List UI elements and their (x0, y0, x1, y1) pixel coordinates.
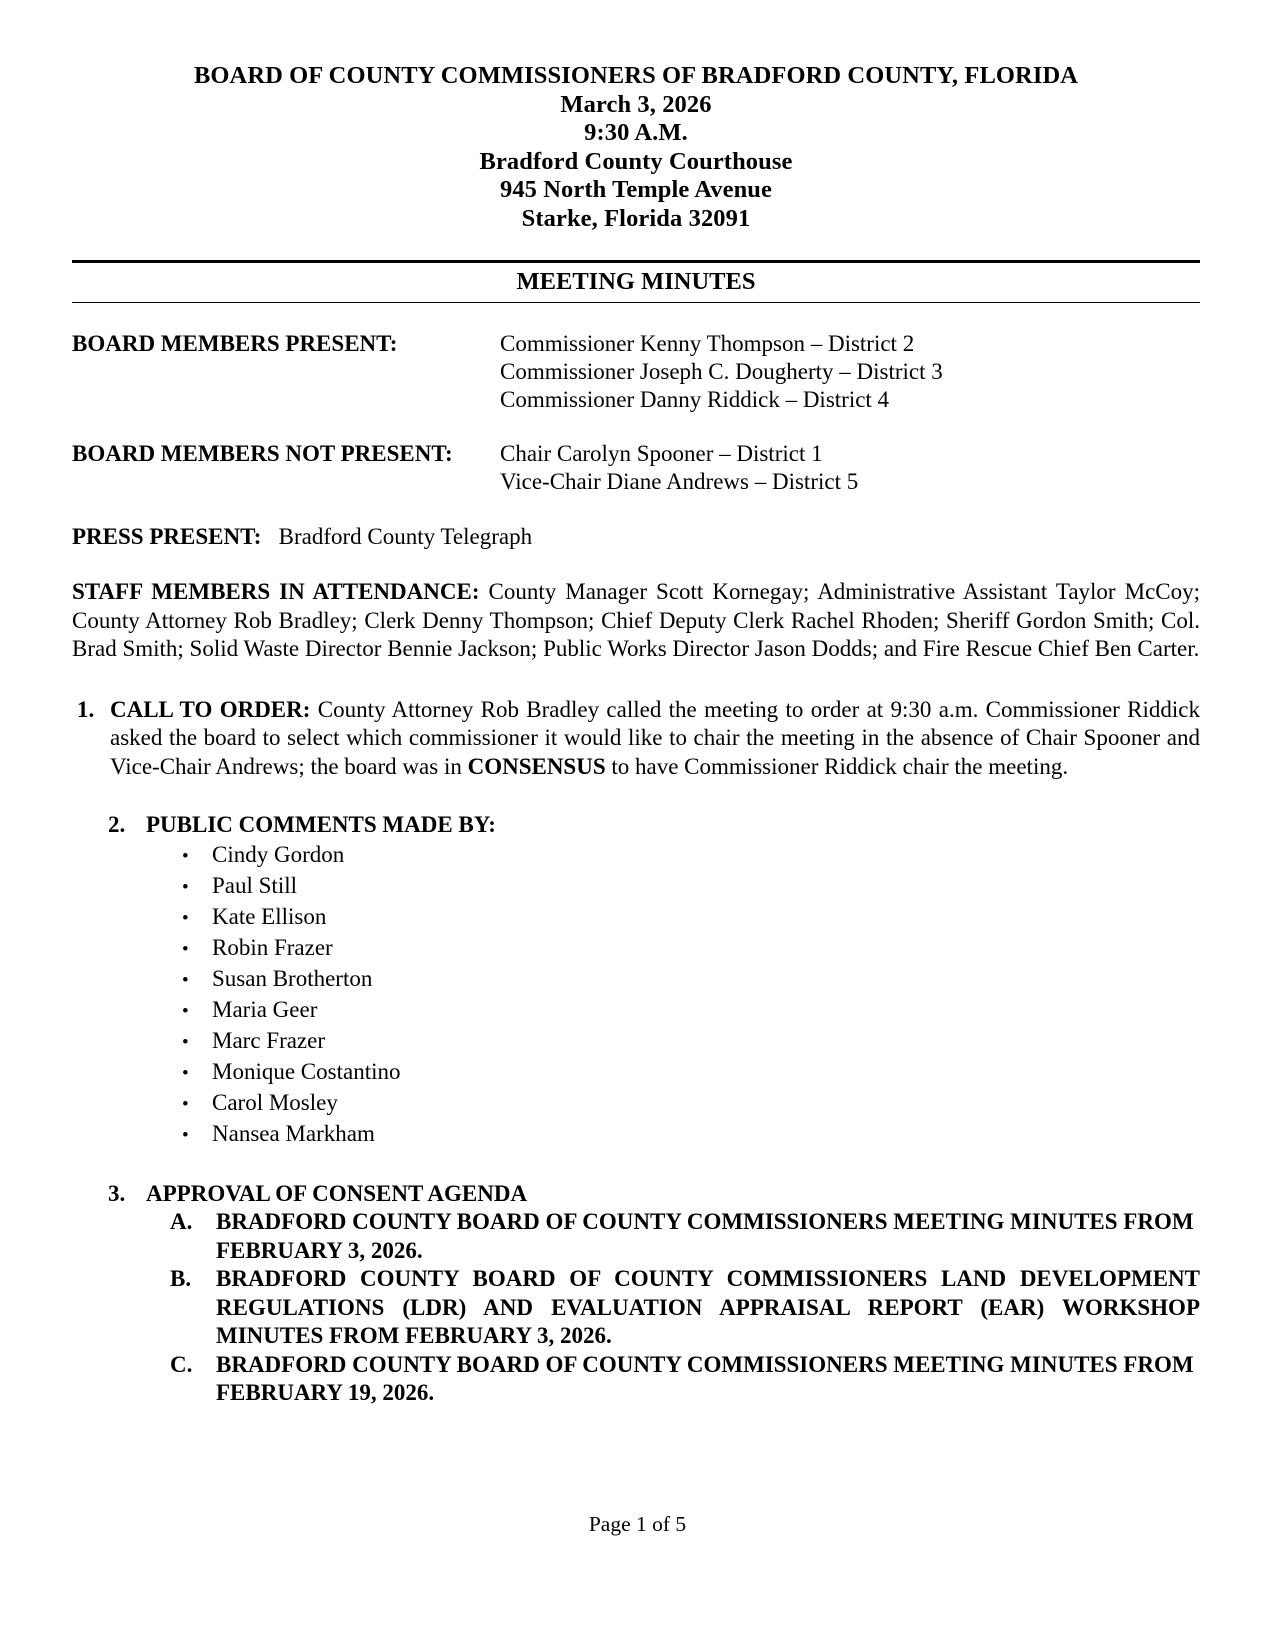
press-present-row (72, 523, 1200, 551)
list-item (108, 1026, 1200, 1057)
list-item (108, 871, 1200, 902)
bullet-icon: • (182, 876, 189, 898)
document-header (72, 62, 1200, 234)
list-item (108, 1057, 1200, 1088)
call-to-order-text-b: to have Commissioner Riddick chair the meeting. (605, 753, 1069, 779)
speaker-name: Monique Costantino (212, 1058, 401, 1084)
header-time: 9:30 A.M. (584, 119, 688, 147)
public-comments-speaker-list (108, 840, 1200, 1150)
bullet-icon: • (182, 845, 189, 867)
speaker-name: Paul Still (212, 872, 297, 898)
call-to-order-heading: CALL TO ORDER: (110, 696, 311, 722)
agenda-item-2 (72, 811, 1200, 1150)
consent-agenda-heading: APPROVAL OF CONSENT AGENDA (146, 1180, 528, 1206)
press-present-value: Bradford County Telegraph (278, 524, 533, 550)
agenda-item-3 (72, 1180, 1200, 1408)
agenda-item-2-number: 2. (108, 812, 126, 838)
speaker-name: Kate Ellison (212, 903, 327, 929)
staff-attendance-value: County Manager Scott Kornegay; Administrative Assistant Taylor McCoy; County Attorney Rob Bradley; Clerk Denny Thompson; Chief Deputy Clerk Rachel Rhoden; Sheriff Gordon Smith; Col. Brad Smith; Solid Waste Director Bennie Jackson; Public Works Director Jason Dodds; and Fire Rescue Chief Ben Carter. (72, 579, 1201, 662)
speaker-name: Marc Frazer (212, 1027, 326, 1053)
bullet-icon: • (182, 907, 189, 929)
subitem-text: BRADFORD COUNTY BOARD OF COUNTY COMMISSIONERS LAND DEVELOPMENT REGULATIONS (LDR) AND EVALUATION APPRAISAL REPORT (EAR) WORKSHOP MINUTES FROM FEBRUARY 3, 2026. (216, 1266, 1200, 1349)
list-item (108, 1119, 1200, 1150)
speaker-name: Cindy Gordon (212, 841, 345, 867)
call-to-order-text-a: County Attorney Rob Bradley called the meeting to order at 9:30 a.m. Commissioner Riddick asked the board to select which commissioner it would like to chair the meeting in the absence of Chair Spooner and Vice-Chair Andrews; the board was in (110, 696, 1200, 779)
subitem-text: BRADFORD COUNTY BOARD OF COUNTY COMMISSIONERS MEETING MINUTES FROM FEBRUARY 3, 2026. (216, 1209, 1194, 1263)
page-number: Page 1 of 5 (588, 1512, 687, 1536)
speaker-name: Robin Frazer (212, 934, 333, 960)
list-item (108, 1088, 1200, 1119)
attendance-section (72, 330, 1200, 496)
board-members-not-present-row (72, 440, 1200, 496)
agenda-item-3-heading-row (108, 1180, 1200, 1209)
list-item (108, 995, 1200, 1026)
bullet-icon: • (182, 969, 189, 991)
board-members-present-row (72, 330, 1200, 414)
board-members-present-list (500, 330, 1200, 414)
staff-attendance-paragraph (72, 578, 1200, 664)
consensus-emphasis: CONSENSUS (467, 753, 606, 779)
speaker-name: Maria Geer (212, 996, 318, 1022)
list-item (108, 1265, 1200, 1351)
list-item (108, 1208, 1200, 1265)
subitem-text: BRADFORD COUNTY BOARD OF COUNTY COMMISSIONERS MEETING MINUTES FROM FEBRUARY 19, 2026. (216, 1351, 1194, 1406)
page-footer (0, 1512, 1275, 1537)
board-members-present-label: BOARD MEMBERS PRESENT: (72, 331, 398, 357)
present-member: Commissioner Kenny Thompson – District 2 (500, 331, 915, 357)
agenda-item-1 (72, 696, 1200, 782)
public-comments-heading: PUBLIC COMMENTS MADE BY: (146, 812, 496, 838)
subitem-letter: C. (170, 1351, 193, 1377)
header-street-address: 945 North Temple Avenue (499, 176, 773, 204)
header-city-state-zip: Starke, Florida 32091 (521, 204, 751, 232)
speaker-name: Susan Brotherton (212, 965, 373, 991)
bullet-icon: • (182, 1000, 189, 1022)
list-item (108, 933, 1200, 964)
staff-attendance-label: STAFF MEMBERS IN ATTENDANCE: (72, 579, 480, 605)
absent-member: Chair Carolyn Spooner – District 1 (500, 441, 823, 467)
bullet-icon: • (182, 938, 189, 960)
list-item (108, 840, 1200, 871)
present-member: Commissioner Danny Riddick – District 4 (500, 387, 890, 413)
list-item (108, 1351, 1200, 1408)
subitem-letter: B. (170, 1266, 192, 1292)
meeting-minutes-banner: MEETING MINUTES (516, 267, 756, 295)
document-content (72, 62, 1200, 1408)
speaker-name: Carol Mosley (212, 1089, 338, 1115)
bullet-icon: • (182, 1062, 189, 1084)
consent-agenda-subitem-list (108, 1208, 1200, 1408)
press-present-label: PRESS PRESENT: (72, 524, 262, 550)
bullet-icon: • (182, 1031, 189, 1053)
board-members-not-present-list (500, 440, 1200, 496)
board-members-not-present-label: BOARD MEMBERS NOT PRESENT: (72, 441, 453, 467)
agenda-item-1-number: 1. (77, 696, 95, 722)
header-date: March 3, 2026 (560, 90, 712, 118)
absent-member: Vice-Chair Diane Andrews – District 5 (500, 469, 859, 495)
list-item (108, 902, 1200, 933)
agenda-item-2-heading-row (108, 811, 1200, 840)
agenda-item-1-body (110, 696, 1200, 782)
list-item (108, 964, 1200, 995)
speaker-name: Nansea Markham (212, 1120, 375, 1146)
subitem-letter: A. (170, 1209, 193, 1235)
agenda-item-3-number: 3. (108, 1180, 126, 1206)
header-venue: Bradford County Courthouse (479, 147, 793, 175)
bullet-icon: • (182, 1093, 189, 1115)
header-title-line-1: BOARD OF COUNTY COMMISSIONERS OF BRADFORD COUNTY, FLORIDA (193, 62, 1079, 89)
bullet-icon: • (182, 1124, 189, 1146)
header-rule-bottom (72, 302, 1200, 303)
present-member: Commissioner Joseph C. Dougherty – District 3 (500, 359, 943, 385)
